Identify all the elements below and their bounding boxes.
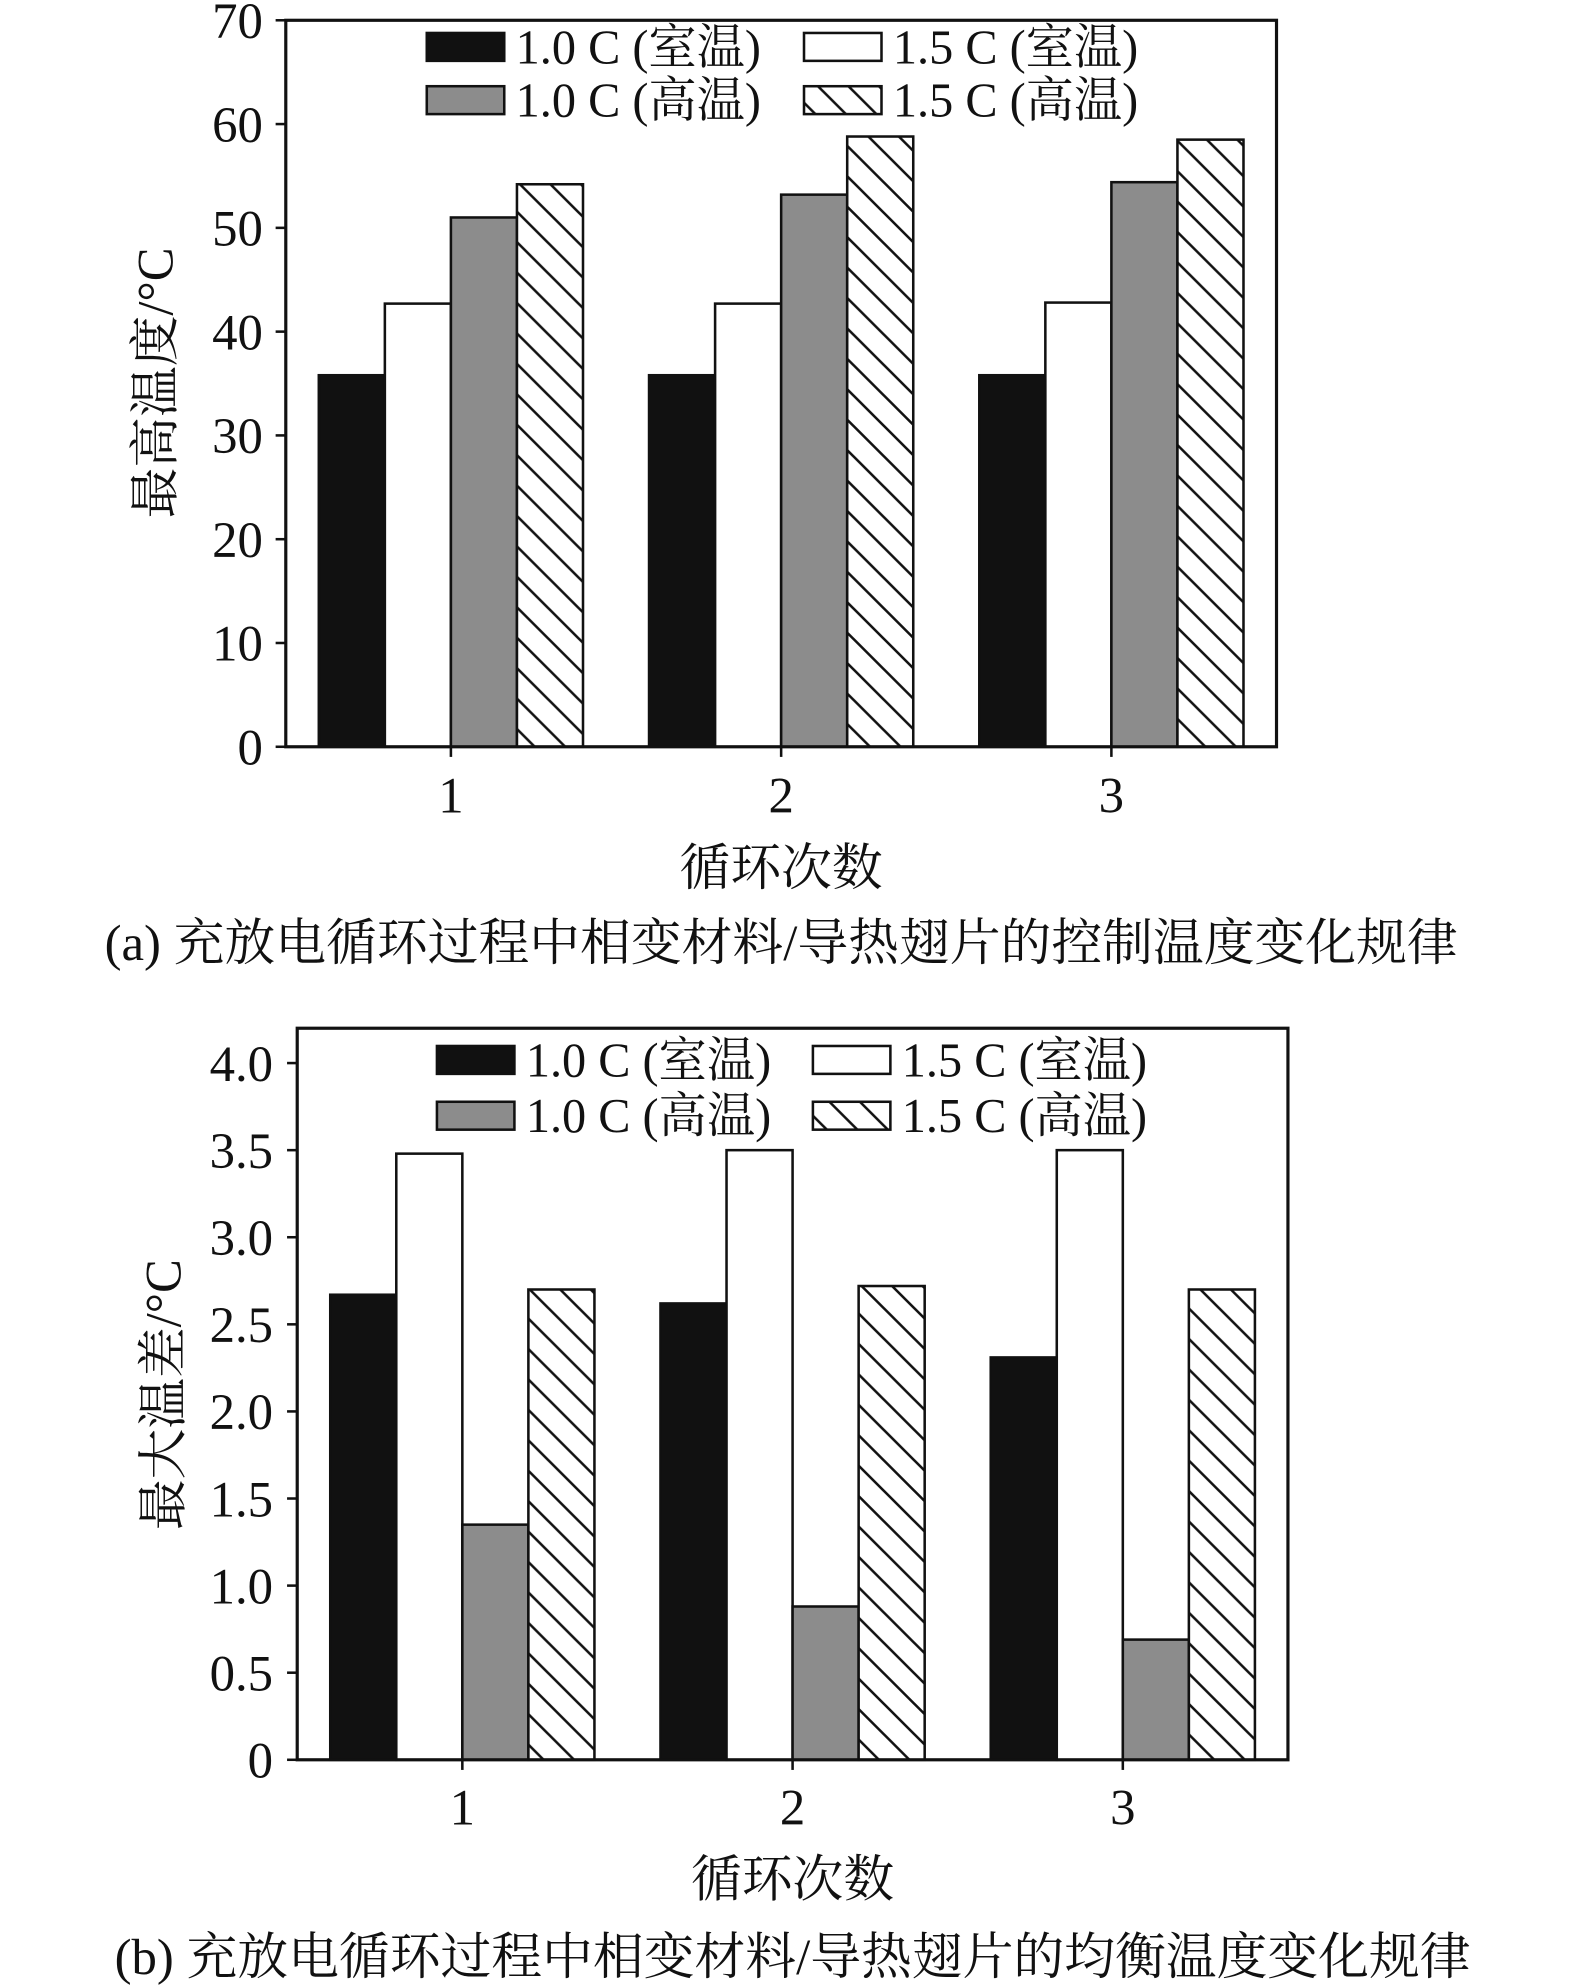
chart-b-bar-series-2-cycle-1 [396,1154,462,1760]
chart-b-bar-series-1-cycle-1 [330,1295,396,1760]
legend-swatch [437,1102,514,1130]
y-tick-label: 4.0 [209,1035,274,1092]
chart-b-bar-series-4-cycle-2 [859,1286,925,1760]
chart-a-bar-series-2-cycle-1 [385,304,451,747]
y-tick-label: 0.5 [209,1645,274,1702]
chart-b-x-axis-label: 循环次数 [690,1851,895,1908]
chart-a-y-axis-label: 最高温度/°C [127,247,184,519]
legend-item [427,21,761,74]
chart-a-bar-series-3-cycle-2 [781,195,847,747]
legend-item [437,1090,771,1143]
chart-a-bar-series-4-cycle-2 [847,137,913,747]
legend-label: 1.0 C (室温) [525,1034,772,1088]
chart-b-bar-series-3-cycle-1 [462,1525,528,1760]
legend-swatch [427,33,504,61]
y-tick-label: 2.5 [209,1297,274,1354]
legend-label: 1.0 C (高温) [515,74,762,128]
y-tick-label: 2.0 [209,1384,274,1441]
legend-swatch [427,86,504,114]
legend-label: 1.0 C (高温) [525,1090,772,1144]
legend-item [804,75,1138,128]
chart-b-plot [210,1028,1288,1835]
legend-swatch [804,33,881,61]
y-tick-label: 60 [212,96,263,153]
y-tick-label: 3.0 [209,1210,274,1266]
legend-swatch [813,1046,890,1074]
chart-a-plot [212,0,1276,824]
y-tick-label: 0 [247,1732,274,1789]
chart-a-bar-series-2-cycle-3 [1045,303,1111,747]
chart-b [115,1028,1471,1985]
y-tick-label: 70 [212,0,263,50]
legend-label: 1.5 C (高温) [892,74,1139,128]
y-tick-label: 3.5 [209,1122,274,1179]
legend-item [804,21,1138,74]
y-tick-label: 50 [212,200,263,257]
chart-b-bar-series-4-cycle-3 [1189,1290,1255,1760]
x-tick-label: 1 [438,767,464,824]
legend-item [437,1034,771,1087]
legend-label: 1.0 C (室温) [515,21,762,75]
legend-swatch [804,86,881,114]
x-tick-label: 2 [779,1779,806,1836]
chart-b-bars [330,1150,1255,1760]
chart-b-bar-series-4-cycle-1 [528,1290,594,1760]
legend-label: 1.5 C (室温) [901,1034,1148,1088]
chart-a-bar-series-3-cycle-3 [1111,182,1177,747]
chart-a-bars [319,137,1244,747]
chart-a-bar-series-4-cycle-3 [1177,140,1243,747]
chart-a [105,0,1458,971]
chart-b-bar-series-2-cycle-3 [1057,1150,1123,1760]
chart-a-x-axis-label: 循环次数 [679,840,883,896]
x-tick-label: 2 [768,767,794,824]
chart-b-caption: (b) 充放电循环过程中相变材料/导热翅片的均衡温度变化规律 [114,1929,1471,1986]
chart-a-bar-series-1-cycle-1 [319,375,385,747]
chart-b-bar-series-3-cycle-2 [793,1607,859,1760]
legend-swatch [437,1046,514,1074]
chart-a-caption: (a) 充放电循环过程中相变材料/导热翅片的控制温度变化规律 [104,914,1458,971]
x-tick-label: 3 [1110,1779,1136,1836]
legend-item [813,1034,1147,1087]
chart-b-y-axis-label: 最大温差/°C [135,1259,192,1531]
chart-b-bar-series-3-cycle-3 [1123,1640,1189,1760]
x-tick-label: 3 [1098,767,1125,824]
y-tick-label: 1.0 [209,1558,274,1615]
legend-label: 1.5 C (室温) [892,21,1139,75]
legend-item [427,75,761,128]
chart-a-bar-series-3-cycle-1 [451,217,517,746]
legend-label: 1.5 C (高温) [901,1090,1148,1144]
y-tick-label: 10 [212,615,263,672]
chart-a-legend [427,21,1138,127]
chart-a-bar-series-1-cycle-2 [649,375,715,747]
chart-a-bar-series-2-cycle-2 [715,304,781,747]
y-tick-label: 0 [237,719,263,776]
y-tick-label: 20 [212,511,263,568]
chart-b-bar-series-2-cycle-2 [727,1150,793,1760]
chart-b-bar-series-1-cycle-2 [660,1303,726,1759]
legend-swatch [813,1102,890,1130]
chart-b-bar-series-1-cycle-3 [991,1357,1057,1759]
legend-item [813,1090,1147,1143]
chart-a-bar-series-4-cycle-1 [517,184,583,747]
y-tick-label: 40 [212,304,263,361]
chart-a-bar-series-1-cycle-3 [979,375,1045,747]
chart-b-legend [437,1034,1147,1143]
y-tick-label: 30 [212,408,263,465]
y-tick-label: 1.5 [209,1471,274,1528]
x-tick-label: 1 [449,1779,476,1836]
